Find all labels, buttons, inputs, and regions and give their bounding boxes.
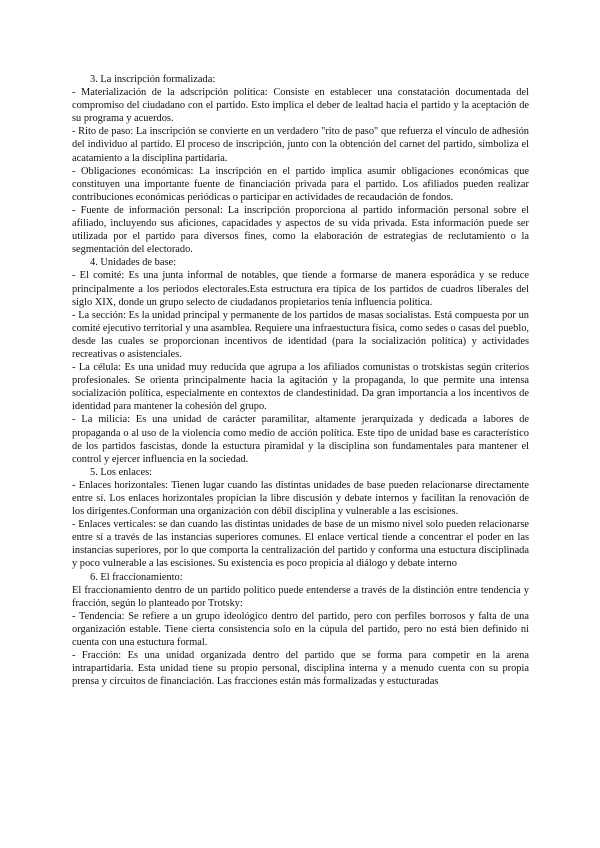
paragraph: - La milicia: Es una unidad de carácter paramilitar, altamente jerarquizada y dedicada a labores de propaganda o al uso de la violencia como medio de acción política. Este tipo de unidad base es característico de los partidos fascistas, donde la estuctura piramidal y la disciplina son fundamentales para mantener el control y ejercer influencia en la sociedad.	[72, 414, 529, 465]
section-inscripcion	[72, 73, 529, 256]
paragraph: - Fracción: Es una unidad organizada dentro del partido que se forma para competir en la arena intrapartidaria. Esta unidad tiene su propio personal, disciplina interna y a menudo cuenta con su propia prensa y circuitos de financiación. Las fracciones están más formalizadas y estucturadas	[72, 650, 529, 688]
paragraph: - Tendencia: Se refiere a un grupo ideológico dentro del partido, pero con perfiles borrosos y falta de una organización estable. Tiene cierta consistencia solo en la cúpula del partido, pero no está bien definido ni cuenta con una estuctura formal.	[72, 610, 529, 649]
paragraph: - Obligaciones económicas: La inscripción en el partido implica asumir obligaciones económicas que constituyen una importante fuente de financiación privada para el partido. Los afiliados pueden realizar contribuciones económicas periódicas o participar en actividades de recaudación de fondos.	[72, 165, 529, 203]
paragraph: - Enlaces verticales: se dan cuando las distintas unidades de base de un mismo nivel solo pueden relacionarse entre sí a través de las instancias superiores comunes. El enlace vertical tiende a concentrar el poder en las instancias superiores, por lo que comporta la centralización del partido y conforma una estuctura disciplinada y poco vulnerable a las escisiones. Su existencia es poco propicia al diálogo y debate interno	[72, 519, 529, 570]
paragraph: El fraccionamiento dentro de un partido político puede entenderse a través de la distinción entre tendencia y fracción, según lo planteado por Trotsky:	[72, 584, 529, 609]
paragraph: - Fuente de información personal: La inscripción proporciona al partido información personal sobre el afiliado, incluyendo sus aficiones, capacidades y aspectos de su vida privada. Esta información puede ser utilizada por el partido para diversos fines, como la elaboración de estrategias de reclutamiento o la segmentación del electorado.	[72, 204, 529, 256]
section-heading: 3. La inscripción formalizada:	[90, 74, 216, 85]
paragraph: - La célula: Es una unidad muy reducida que agrupa a los afiliados comunistas o trotskistas según criterios profesionales. Se orienta principalmente hacia la agitación y la propaganda, lo que permite una intensa socialización política, especialmente en contextos de clandestinidad. Da gran importancia a los incentivos de identidad para mantener la cohesión del grupo.	[72, 362, 529, 413]
section-unidades-de-base	[72, 256, 529, 466]
section-heading: 5. Los enlaces:	[90, 466, 153, 478]
paragraph: - La sección: Es la unidad principal y permanente de los partidos de masas socialistas. Está compuesta por un comité ejecutivo territorial y una asamblea. Requiere una infraestuctura física, como sedes o casas del pueblo, desde las cuales se proporcionan incentivos de identidad (para la socialización política) y actividades recreativas o asistenciales.	[72, 309, 530, 360]
paragraph: - Rito de paso: La inscripción se convierte en un verdadero "rito de paso" que refuerza el vínculo de adhesión del individuo al partido. El proceso de inscripción, junto con la obtención del carnet del partido, simboliza el acatamiento a la disciplina partidaria.	[72, 126, 529, 164]
section-heading: 6. El fraccionamiento:	[90, 571, 183, 583]
document-body	[72, 73, 529, 688]
paragraph: - Materialización de la adscripción política: Consiste en establecer una constatación documentada del compromiso del ciudadano con el partido. Esto implica el deber de lealtad hacia el partido y la aceptación de su programa y acuerdos.	[72, 87, 529, 125]
section-enlaces	[72, 466, 529, 571]
paragraph: - El comité: Es una junta informal de notables, que tiende a formarse de manera esporádica y se reduce principalmente a los periodos electorales.Esta estructura era típica de los partidos de cuadros liberales del siglo XIX, donde un grupo selecto de ciudadanos propietarios tenía influencia política.	[72, 270, 529, 308]
section-fraccionamiento	[72, 571, 529, 689]
section-heading: 4. Unidades de base:	[90, 257, 176, 269]
paragraph: - Enlaces horizontales: Tienen lugar cuando las distintas unidades de base pueden relacionarse directamente entre sí. Los enlaces horizontales propician la libre discusión y debate internos y facilitan la renovación de los dirigentes.Conforman una organización con débil disciplina y vulnerable a las escisiones.	[72, 479, 529, 518]
